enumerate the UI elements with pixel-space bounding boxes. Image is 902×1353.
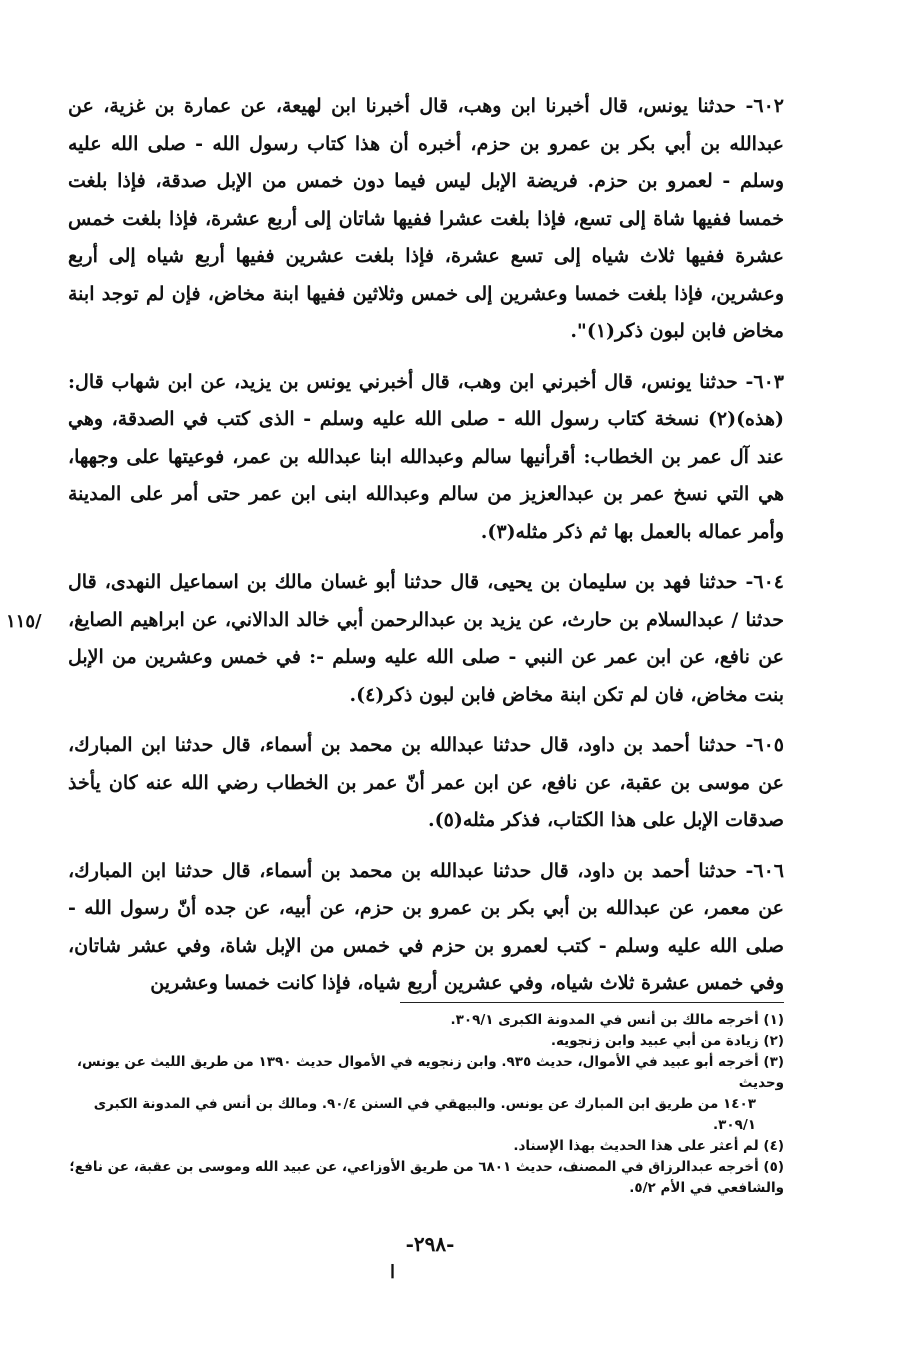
footnote-2: (٢) زيادة من أبي عبيد وابن زنجويه.	[550, 1033, 784, 1049]
footnote-3: (٣) أخرجه أبو عبيد في الأموال، حديث ٩٣٥. وابن زنجويه في الأموال حديث ١٣٩٠ من طريق الليث عن يونس، وحديث	[76, 1054, 784, 1091]
page-number: -٢٩٨-	[405, 1232, 455, 1256]
footnote-3-continued: ١٤٠٣ من طريق ابن المبارك عن يونس. والبيهقي في السنن ٩٠/٤. ومالك بن أنس في المدونة الكبرى ٣٠٩/١.	[93, 1096, 756, 1133]
footnotes	[68, 1010, 784, 1199]
hadith-606: ٦٠٦- حدثنا أحمد بن داود، قال حدثنا عبدالله بن محمد بن أسماء، قال حدثنا ابن المبارك، عن معمر، عن عبدالله بن أبي بكر بن عمرو بن حزم، عن أبيه، عن جده أنّ رسول الله - صلى الله عليه وسلم - كتب لعمرو بن حزم في خمس من الإبل شاة، وفي عشر شاتان، وفي خمس عشرة ثلاث شياه، وفي عشرين أربع شياه، فإذا كانت خمسا وعشرين	[68, 859, 784, 994]
footnote-divider	[400, 1002, 784, 1003]
main-text	[68, 88, 784, 1016]
manuscript-folio-note: /١١٥	[6, 611, 42, 632]
hadith-602: ٦٠٢- حدثنا يونس، قال أخبرنا ابن وهب، قال أخبرنا ابن لهيعة، عن عمارة بن غزية، عن عبدالله بن أبي بكر بن عمرو بن حزم، أخبره أن هذا كتاب رسول الله - صلى الله عليه وسلم - لعمرو بن حزم. فريضة الإبل ليس فيما دون خمس من الإبل صدقة، فإذا بلغت خمسا ففيها شاة إلى تسع، فإذا بلغت عشرا ففيها شاتان إلى أربع عشرة، فإذا بلغت خمس عشرة ففيها ثلاث شياه إلى تسع عشرة، فإذا بلغت عشرين ففيها أربع شياه إلى أربع وعشرين، فإذا بلغت خمسا وعشرين إلى خمس وثلاثين ففيها ابنة مخاض، فإن لم توجد ابنة مخاض فابن لبون ذكر(١)".	[68, 95, 784, 342]
hadith-603: ٦٠٣- حدثنا يونس، قال أخبرني ابن وهب، قال أخبرني يونس بن يزيد، عن ابن شهاب قال: (هذه)(٢) نسخة كتاب رسول الله - صلى الله عليه وسلم - الذى كتب في الصدقة، وهي عند آل عمر بن الخطاب: أقرأنيها سالم وعبدالله ابنا عبدالله بن عمر، فوعيتها على وجهها، هي التي نسخ عمر بن عبدالعزيز من سالم وعبدالله ابنى ابن عمر حتى أمر على المدينة وأمر عماله بالعمل بها ثم ذكر مثله(٣).	[68, 370, 784, 543]
hadith-604: ٦٠٤- حدثنا فهد بن سليمان بن يحيى، قال حدثنا أبو غسان مالك بن اسماعيل النهدى، قال حدثنا / عبدالسلام بن حارث، عن يزيد بن عبدالرحمن أبي خالد الدالاني، عن ابراهيم الصايغ، عن نافع، عن ابن عمر عن النبي - صلى الله عليه وسلم -: في خمس وعشرين من الإبل بنت مخاض، فان لم تكن ابنة مخاض فابن لبون ذكر(٤).	[68, 571, 784, 706]
footnote-4: (٤) لم أعثر على هذا الحديث بهذا الإسناد.	[513, 1138, 784, 1154]
footnote-5: (٥) أخرجه عبدالرزاق في المصنف، حديث ٦٨٠١ من طريق الأوزاعي، عن عبيد الله وموسى بن عقبة، عن نافع؛ والشافعي في الأم ٥/٢.	[69, 1159, 784, 1196]
hadith-605: ٦٠٥- حدثنا أحمد بن داود، قال حدثنا عبدالله بن محمد بن أسماء، قال حدثنا ابن المبارك، عن موسى بن عقبة، عن نافع، عن ابن عمر أنّ عمر بن الخطاب رضي الله عنه كان يأخذ صدقات الإبل على هذا الكتاب، فذكر مثله(٥).	[68, 734, 784, 831]
bottom-mark: ا	[390, 1262, 396, 1283]
footnote-1: (١) أخرجه مالك بن أنس في المدونة الكبرى ٣٠٩/١.	[450, 1012, 784, 1028]
